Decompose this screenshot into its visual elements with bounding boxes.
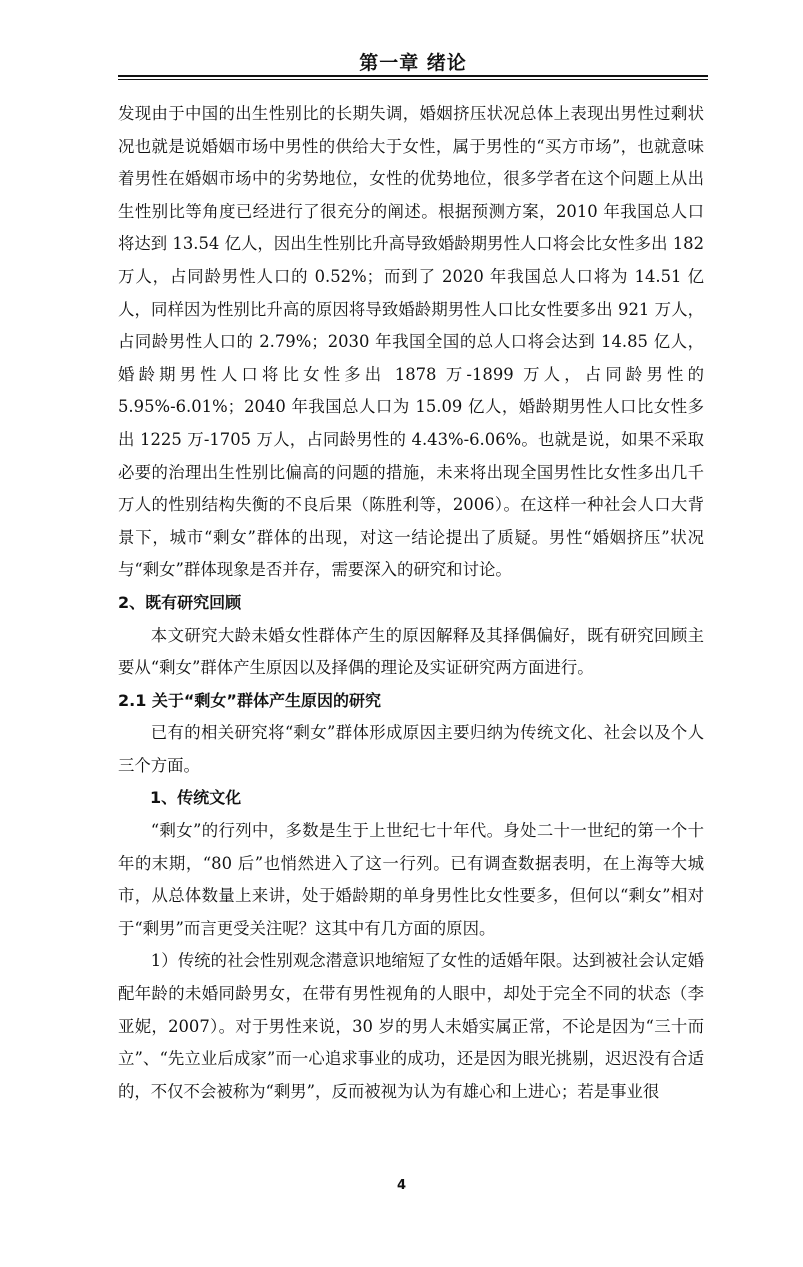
paragraph: 已有的相关研究将“剩女”群体形成原因主要归纳为传统文化、社会以及个人三个方面。 [118, 723, 704, 775]
paragraph: 1）传统的社会性别观念潜意识地缩短了女性的适婚年限。达到被社会认定婚配年龄的未婚同龄男女，在带有男性视角的人眼中，却处于完全不同的状态（李亚妮，2007）。对于男性来说，30 岁的男人未婚实属正常，不论是因为“三十而立”、“先立业后成家”而一心追求事业的成功，还是因为眼光挑剔，迟迟没有合适的，不仅不会被称为“剩男”，反而被视为认为有雄心和上进心；若是事业很 [118, 951, 704, 1101]
section-heading: 2、既有研究回顾 [118, 592, 242, 612]
subsection-item-heading: 1、传统文化 [150, 788, 242, 808]
subsection-heading: 2.1 关于“剩女”群体产生原因的研究 [118, 690, 381, 710]
page-header-title: 第一章 绪论 [359, 52, 467, 74]
paragraph: 本文研究大龄未婚女性群体产生的原因解释及其择偶偏好，既有研究回顾主要从“剩女”群体产生原因以及择偶的理论及实证研究两方面进行。 [118, 625, 704, 678]
header-divider-thin [118, 79, 708, 80]
paragraph-continued: 发现由于中国的出生性别比的长期失调，婚姻挤压状况总体上表现出男性过剩状况也就是说婚姻市场中男性的供给大于女性，属于男性的“买方市场”，也就意味着男性在婚姻市场中的劣势地位，女性的优势地位，很多学者在这个问题上从出生性别比等角度已经进行了很充分的阐述。根据预测方案，2010 年我国总人口将达到 13.54 亿人，因出生性别比升高导致婚龄期男性人口将会比女性多出 182 万人，占同龄男性人口的 0.52%；而到了 2020 年我国总人口将为 14.51 亿人，同样因为性别比升高的原因将导致婚龄期男性人口比女性要多出 921 万人，占同龄男性人口的 2.79%；2030 年我国全国的总人口将会达到 14.85 亿人，婚龄期男性人口将比女性多出 1878 万-1899 万人，占同龄男性的 5.95%-6.01%；2040 年我国总人口为 15.09 亿人，婚龄期男性人口比女性多出 1225 万-1705 万人，占同龄男性的 4.43%-6.06%。也就是说，如果不采取必要的治理出生性别比偏高的问题的措施，未来将出现全国男性比女性多出几千万人的性别结构失衡的不良后果（陈胜利等，2006）。在这样一种社会人口大背景下，城市“剩女”群体的出现，对这一结论提出了质疑。男性“婚姻挤压”状况与“剩女”群体现象是否并存，需要深入的研究和讨论。 [118, 104, 704, 580]
document-body [118, 98, 704, 1108]
paragraph: “剩女”的行列中，多数是生于上世纪七十年代。身处二十一世纪的第一个十年的末期，“80 后”也悄然进入了这一行列。已有调查数据表明，在上海等大城市，从总体数量上来讲，处于婚龄期的单身男性比女性要多，但何以“剩女”相对于“剩男”而言更受关注呢？这其中有几方面的原因。 [118, 821, 704, 938]
header-divider [118, 75, 708, 77]
page-number: 4 [396, 1178, 407, 1193]
